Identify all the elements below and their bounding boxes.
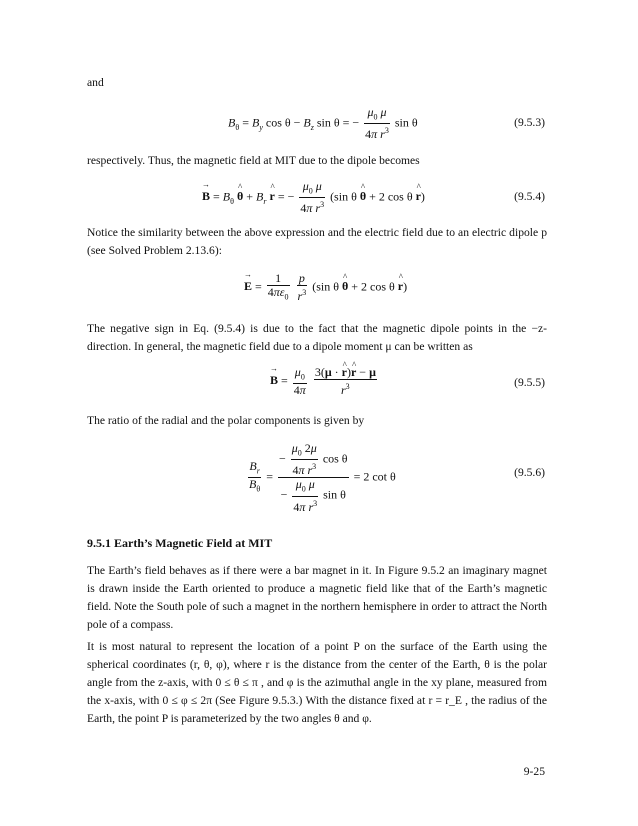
text-and: and: [87, 76, 104, 89]
equation-9-5-5: → B = $\frac{\mu_0}{4\pi}$ $\frac{3(\mu \cdot \^{} r)\^{} r - \mu}{r^3}$: [270, 366, 379, 397]
text-spherical-coordinates: It is most natural to represent the location of a point P on the surface of the Earth using the spherical coordinates (r, θ, φ), where r is the distance from the center of the Earth, θ is the polar angle from the z-axis, with 0 ≤ θ ≤ π , and φ is the azimuthal angle in the xy plane, measured from the x-axis, with 0 ≤ φ ≤ 2π (See Figure 9.5.3.) With the distance fixed at r = r_E , the radius of the Earth, the point P is parameterized by the two angles θ and φ.: [87, 640, 547, 725]
text-ratio: The ratio of the radial and the polar components is given by: [87, 414, 365, 427]
equation-9-5-6: $\frac{B_r}{B_\theta}$ = − $\frac{\mu_0 2\mu}{4\pi r^3}$ cos θ − $\frac{\mu_0 \mu}{4\pi r^3}$ sin θ = 2 cot θ: [249, 441, 396, 514]
text-negative-sign: The negative sign in Eq. (9.5.4) is due to the fact that the magnetic dipole points in the −z-direction. In general, the magnetic field due to a dipole moment μ can be written as: [87, 322, 547, 353]
equation-9-5-4: → $B = B_\theta$ ^ $\theta + B_r$ ^ r = − $\frac{\mu_0 \mu}{4\pi r^3}$ (sin θ ^ θ + 2 cos θ ^ r): [202, 180, 425, 215]
text-respectively: respectively. Thus, the magnetic field at MIT due to the dipole becomes: [87, 154, 420, 167]
page-number: 9-25: [523, 765, 545, 778]
equation-number-9-5-3: (9.5.3): [514, 116, 545, 129]
equation-number-9-5-4: (9.5.4): [514, 190, 545, 203]
equation-number-9-5-5: (9.5.5): [514, 376, 545, 389]
equation-number-9-5-6: (9.5.6): [514, 466, 545, 479]
section-heading: 9.5.1 Earth’s Magnetic Field at MIT: [87, 536, 273, 550]
equation-9-5-3: $B_\theta = B_y$ $\cos \theta - B_z$ sin θ = − $\frac{\mu_0 \mu}{4\pi r^3}$ sin θ: [228, 105, 418, 142]
equation-electric-dipole: → E = $\frac{1}{4\pi\varepsilon_0}$ $\frac{p}{r^3}$ (sin θ ^ θ + 2 cos θ ^ r): [244, 272, 407, 303]
text-earth-field: The Earth’s field behaves as if there were a bar magnet in it. In Figure 9.5.2 an imaginary magnet is drawn inside the Earth oriented to produce a magnetic field like that of the Earth’s magnetic field. Note the South pole of such a magnet in the northern hemisphere in order to attract the North pole of a compass.: [87, 564, 547, 631]
text-notice: Notice the similarity between the above expression and the electric field due to an electric dipole p (see Solved Problem 2.13.6):: [87, 226, 547, 257]
